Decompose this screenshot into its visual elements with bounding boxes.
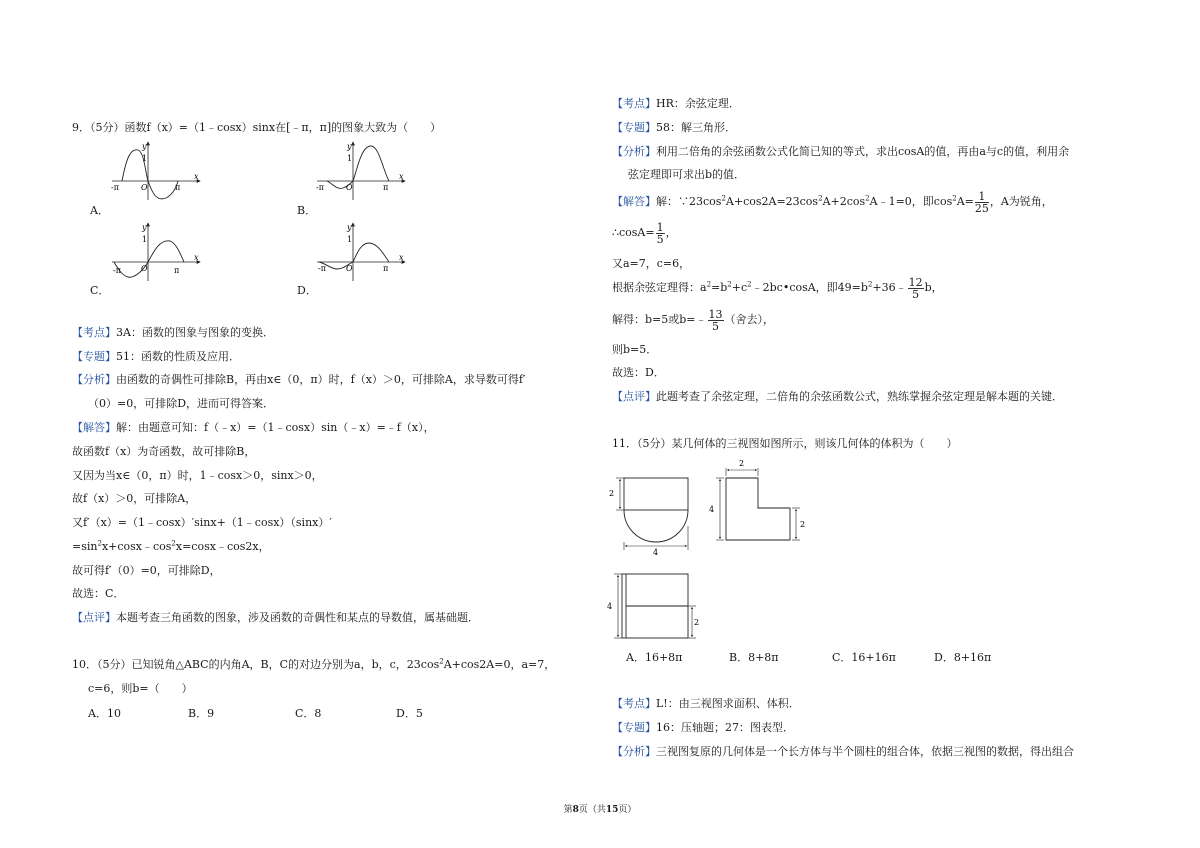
x-axis-label: x <box>399 172 404 181</box>
q9-step-3: 又因为当x∈（0，π）时，1﹣cosx＞0，sinx＞0， <box>72 469 323 482</box>
q9-step-5: 又f′（x）=（1﹣cosx）′sinx+（1﹣cosx）（sinx）′ <box>72 516 332 529</box>
jieda-tag: 【解答】 <box>72 421 116 434</box>
fenxi-text: 利用二倍角的余弦函数公式化简已知的等式，求出cosA的值，再由a与c的值，利用余 <box>656 145 1070 158</box>
numerator: 1 <box>975 191 989 203</box>
q9-graph-d <box>313 221 409 283</box>
dim-top-h: 4 <box>607 602 613 611</box>
text-part: ，A为锐角， <box>989 195 1053 208</box>
page-footer <box>0 802 1200 815</box>
tick-one: 1 <box>142 235 148 244</box>
kaodian-text: 3A：函数的图象与图象的变换． <box>116 326 274 339</box>
text-part: x+cosx﹣cos <box>101 540 172 553</box>
tick-one: 1 <box>347 235 353 244</box>
jieda-text: 解：由题意可知：f（﹣x）=（1﹣cosx）sin（﹣x）=﹣f（x）， <box>116 421 435 434</box>
tick-neg-pi: -π <box>113 266 121 275</box>
x-axis-label: x <box>399 253 404 262</box>
denominator: 5 <box>656 232 664 246</box>
text-part: 解：∵23cos <box>656 195 722 208</box>
origin-label: O <box>141 183 148 192</box>
q10-choose: 故选：D． <box>612 366 665 379</box>
zhuanti-text: 16：压轴题；27：图表型． <box>656 721 794 734</box>
x-axis-label: x <box>194 253 199 262</box>
text-part: 10．（5分）已知锐角△ABC的内角A，B，C的对边分别为a，b，c，23cos <box>72 658 440 671</box>
denominator: 25 <box>974 201 989 215</box>
y-axis-label: y <box>347 223 352 232</box>
zhuanti-tag: 【专题】 <box>72 350 116 363</box>
q10-cosA <box>612 221 677 245</box>
dim-top-small: 2 <box>694 618 700 627</box>
superscript: 2 <box>721 194 726 203</box>
text-part: ﹣2bc•cosA，即49=b <box>751 281 868 294</box>
q9-jieda <box>72 420 435 435</box>
q9-option-a: A． <box>90 204 109 217</box>
q10-option-b: B．9 <box>188 707 215 720</box>
origin-label: O <box>141 264 148 273</box>
q9-graph-b <box>313 140 409 202</box>
dianping-tag: 【点评】 <box>612 390 656 403</box>
tick-one: 1 <box>142 154 148 163</box>
numerator: 13 <box>708 307 723 321</box>
dianping-text: 此题考查了余弦定理，二倍角的余弦函数公式，熟练掌握余弦定理是解本题的关键． <box>656 390 1063 403</box>
x-axis-label: x <box>194 172 199 181</box>
origin-label: O <box>346 183 353 192</box>
numerator: 12 <box>908 275 923 289</box>
text-part: =sin <box>72 540 98 553</box>
q9-option-d: D． <box>297 284 317 297</box>
kaodian-tag: 【考点】 <box>72 326 116 339</box>
origin-label: O <box>346 264 353 273</box>
text-part: A+cos2A=0，a=7， <box>443 658 556 671</box>
text-part: A= <box>956 195 974 208</box>
q11-option-a: A．16+8π <box>626 651 683 664</box>
text-part: +c <box>731 281 748 294</box>
dim-side-h: 4 <box>709 505 715 514</box>
q11-option-d: D．8+16π <box>934 651 992 664</box>
q9-step-4: 故f（x）＞0，可排除A， <box>72 492 197 505</box>
numerator: 1 <box>656 220 664 234</box>
tick-neg-pi: -π <box>111 183 119 192</box>
q10-given: 又a=7，c=6， <box>612 257 691 270</box>
fraction-13-5 <box>708 309 724 332</box>
tick-one: 1 <box>347 154 353 163</box>
superscript: 2 <box>439 657 444 666</box>
q9-step-8: 故选：C． <box>72 587 125 600</box>
q11-option-b: B．8+8π <box>729 651 779 664</box>
fraction-1-5 <box>656 222 665 245</box>
superscript: 2 <box>747 280 752 289</box>
q11-kaodian <box>612 696 800 711</box>
fenxi-text: 由函数的奇偶性可排除B，再由x∈（0，π）时，f（x）＞0，可排除A，求导数可得f′ <box>116 373 526 386</box>
q10-then: 则b=5． <box>612 343 658 356</box>
text-part: A﹣1=0，即cos <box>869 195 953 208</box>
zhuanti-tag: 【专题】 <box>612 721 656 734</box>
page-number: 8 <box>572 805 579 815</box>
footer-text: 页（共 <box>578 805 606 815</box>
dianping-text: 本题考查三角函数的图象，涉及函数的奇偶性和某点的导数值，属基础题． <box>116 611 479 624</box>
superscript: 2 <box>867 280 873 289</box>
y-axis-label: y <box>347 142 352 151</box>
q9-option-b: B． <box>297 204 317 217</box>
q10-fenxi-cont: 弦定理即可求出b的值． <box>628 168 746 181</box>
fenxi-tag: 【分析】 <box>72 373 116 386</box>
text-part: 根据余弦定理得：a <box>612 281 707 294</box>
text-part: =b <box>711 281 728 294</box>
superscript: 2 <box>97 539 102 548</box>
q10-option-c: C．8 <box>295 707 322 720</box>
q9-zhuanti <box>72 349 240 364</box>
q10-solve <box>612 308 774 332</box>
q10-option-d: D．5 <box>396 707 423 720</box>
total-pages: 15 <box>605 805 619 815</box>
superscript: 2 <box>952 194 957 203</box>
text-part: ， <box>665 226 677 239</box>
tick-pi: π <box>383 264 389 273</box>
q11-option-c: C．16+16π <box>832 651 896 664</box>
q9-fenxi-cont: （0）=0，可排除D，进而可得答案． <box>88 397 275 410</box>
superscript: 2 <box>171 539 176 548</box>
dianping-tag: 【点评】 <box>72 611 116 624</box>
q11-top-view <box>604 570 704 642</box>
fraction-12-5 <box>908 277 924 300</box>
kaodian-text: HR：余弦定理． <box>656 97 740 110</box>
tick-pi: π <box>174 266 180 275</box>
fraction-1-25 <box>975 191 989 214</box>
tick-neg-pi: -π <box>316 183 324 192</box>
q10-option-a: A．10 <box>88 707 121 720</box>
dim-front-w: 4 <box>653 548 659 556</box>
text-part: 解得：b=5或b=﹣ <box>612 313 707 326</box>
q11-side-view <box>708 456 808 548</box>
denominator: 5 <box>712 319 720 333</box>
q9-fenxi <box>72 372 525 387</box>
q10-dianping <box>612 389 1063 404</box>
q11-zhuanti <box>612 720 794 735</box>
denominator: 5 <box>912 287 920 301</box>
jieda-tag: 【解答】 <box>612 195 656 208</box>
q9-option-c: C． <box>90 284 110 297</box>
q10-kaodian <box>612 96 740 111</box>
dim-side-top: 2 <box>739 459 745 468</box>
footer-text: 页） <box>618 805 637 815</box>
q9-step-6 <box>72 539 270 554</box>
tick-neg-pi: -π <box>318 264 326 273</box>
tick-pi: π <box>175 183 181 192</box>
q10-stem <box>72 657 555 672</box>
text-part: x=cosx﹣cos2x， <box>175 540 270 553</box>
q9-step-2: 故函数f（x）为奇函数，故可排除B， <box>72 445 256 458</box>
superscript: 2 <box>865 194 870 203</box>
zhuanti-text: 51：函数的性质及应用． <box>116 350 240 363</box>
superscript: 2 <box>706 280 712 289</box>
footer-text: 第 <box>563 805 573 815</box>
text-part: +36﹣ <box>872 281 907 294</box>
zhuanti-tag: 【专题】 <box>612 121 656 134</box>
q11-front-view <box>604 474 698 556</box>
fenxi-tag: 【分析】 <box>612 745 656 758</box>
kaodian-tag: 【考点】 <box>612 97 656 110</box>
q10-jieda <box>612 190 1053 214</box>
y-axis-label: y <box>142 223 147 232</box>
q9-dianping <box>72 610 479 625</box>
q9-stem: 9．（5分）函数f（x）=（1﹣cosx）sinx在[﹣π，π]的图象大致为（ ） <box>72 121 442 134</box>
dim-front-h: 2 <box>609 489 615 498</box>
q10-law <box>612 276 943 300</box>
q9-graph-a <box>108 140 204 202</box>
y-axis-label: y <box>142 142 147 151</box>
text-part: b， <box>924 281 943 294</box>
fenxi-tag: 【分析】 <box>612 145 656 158</box>
q11-fenxi <box>612 744 1074 759</box>
kaodian-text: L!：由三视图求面积、体积． <box>656 697 800 710</box>
text-part: （舍去）， <box>724 313 775 326</box>
superscript: 2 <box>727 280 732 289</box>
zhuanti-text: 58：解三角形． <box>656 121 736 134</box>
q9-kaodian <box>72 325 274 340</box>
kaodian-tag: 【考点】 <box>612 697 656 710</box>
superscript: 2 <box>818 194 823 203</box>
text-part: A+2cos <box>822 195 866 208</box>
fenxi-text: 三视图复原的几何体是一个长方体与半个圆柱的组合体，依据三视图的数据，得出组合 <box>656 745 1074 758</box>
q11-stem: 11．（5分）某几何体的三视图如图所示，则该几何体的体积为（ ） <box>612 437 958 450</box>
q10-fenxi <box>612 144 1069 159</box>
q10-stem-cont: c=6，则b=（ ） <box>88 682 193 695</box>
q10-zhuanti <box>612 120 736 135</box>
tick-pi: π <box>383 183 389 192</box>
q9-step-7: 故可得f′（0）=0，可排除D， <box>72 564 221 577</box>
text-part: A+cos2A=23cos <box>725 195 819 208</box>
q9-graph-c <box>108 221 204 283</box>
text-part: ∴cosA= <box>612 226 655 239</box>
dim-side-small: 2 <box>800 520 806 529</box>
